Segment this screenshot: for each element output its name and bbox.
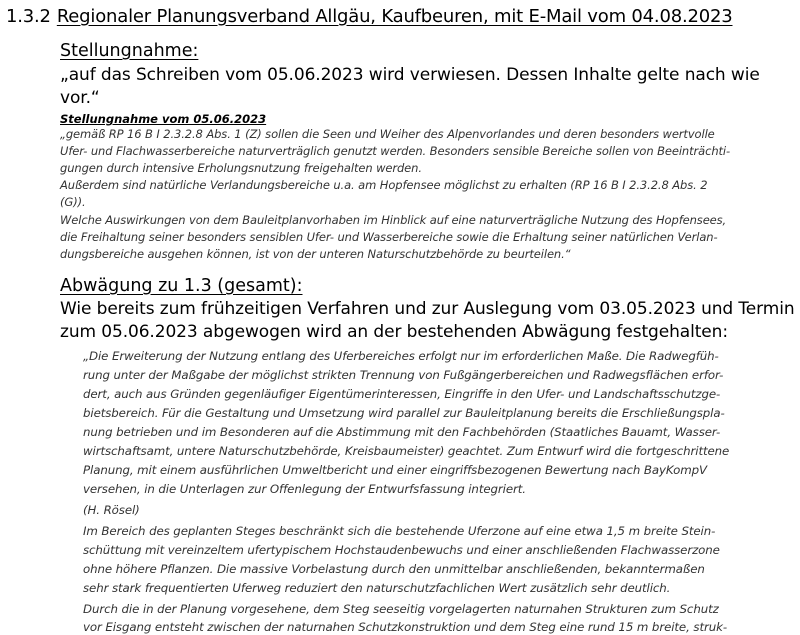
abwaegung-line: zum 05.06.2023 abgewogen wird an der bestehenden Abwägung festgehalten:	[60, 322, 728, 342]
section-number: 1.3.2	[6, 6, 51, 27]
quote-line: vor Eisgang entsteht zwischen der naturnahen Schutzkonstruktion und dem Steg eine rund 15 m breite, struk-	[83, 620, 727, 634]
quote-line: „Die Erweiterung der Nutzung entlang des Uferbereiches erfolgt nur im erforderlichen Maße. Die Radwegfüh-	[83, 349, 719, 363]
previous-statement-line: die Freihaltung seiner besonders sensiblen Ufer- und Wasserbereiche sowie die Erhaltung seiner natürlichen Verlan-	[60, 230, 718, 244]
section-heading	[6, 6, 733, 27]
quote-line: schüttung mit vereinzeltem ufertypischem Hochstaudenbewuchs und einer anschließenden Flachwasserzone	[83, 543, 720, 557]
quote-author: (H. Rösel)	[83, 503, 140, 517]
stellungnahme-line: vor.“	[60, 88, 100, 108]
previous-statement-line: gungen durch intensive Erholungsnutzung freigehalten werden.	[60, 161, 422, 175]
section-title: Regionaler Planungsverband Allgäu, Kaufbeuren, mit E-Mail vom 04.08.2023	[56, 6, 733, 27]
previous-statement-line: dungsbereiche ausgehen können, ist von der unteren Naturschutzbehörde zu beurteilen.“	[60, 247, 571, 261]
abwaegung-line: Wie bereits zum frühzeitigen Verfahren und zur Auslegung vom 03.05.2023 und Termin	[60, 299, 795, 319]
quote-line: rung unter der Maßgabe der möglichst strikten Trennung von Fußgängerbereichen und Radwegsflächen erfor-	[83, 368, 724, 382]
quote-line: bietsbereich. Für die Gestaltung und Umsetzung wird parallel zur Bauleitplanung bereits die Erschließungspla-	[83, 406, 725, 420]
previous-statement-line: „gemäß RP 16 B I 2.3.2.8 Abs. 1 (Z) sollen die Seen und Weiher des Alpenvorlandes und deren besonders wertvolle	[60, 127, 715, 141]
quote-line: sehr stark frequentierten Uferweg reduziert den naturschutzfachlichen Wert zusätzlich sehr deutlich.	[83, 581, 671, 595]
quote-line: versehen, in die Unterlagen zur Offenlegung der Entwurfsfassung integriert.	[83, 482, 526, 496]
stellungnahme-label: Stellungnahme:	[60, 41, 199, 61]
quote-line: nung betrieben und im Besonderen auf die Abstimmung mit den Fachbehörden (Staatliches Bauamt, Wasser-	[83, 425, 721, 439]
previous-statement-line: (G)).	[60, 195, 86, 209]
previous-statement-line: Außerdem sind natürliche Verlandungsbereiche u.a. am Hopfensee möglichst zu erhalten (RP 16 B I 2.3.2.8 Abs. 2	[60, 178, 708, 192]
abwaegung-label: Abwägung zu 1.3 (gesamt):	[60, 276, 303, 296]
quote-line: wirtschaftsamt, untere Naturschutzbehörde, Kreisbaumeister) geachtet. Zum Entwurf wird die fortgeschrittene	[83, 444, 730, 458]
quote-line: ohne höhere Pflanzen. Die massive Vorbelastung durch den unmittelbar anschließenden, bekanntermaßen	[83, 562, 705, 576]
previous-statement-label: Stellungnahme vom 05.06.2023	[60, 112, 267, 126]
quote-line: Planung, mit einem ausführlichen Umweltbericht und einer eingriffsbezogenen Bewertung nach BayKompV	[83, 463, 707, 477]
quote-line: Durch die in der Planung vorgesehene, dem Steg seeseitig vorgelagerten naturnahen Strukturen zum Schutz	[83, 602, 719, 616]
quote-line: Im Bereich des geplanten Steges beschränkt sich die bestehende Uferzone auf eine etwa 1,5 m breite Stein-	[83, 524, 716, 538]
previous-statement-line: Welche Auswirkungen von dem Bauleitplanvorhaben im Hinblick auf eine naturverträgliche Nutzung des Hopfensees,	[60, 213, 727, 227]
previous-statement-line: Ufer- und Flachwasserbereiche naturverträglich genutzt werden. Besonders sensible Bereiche sollen von Beeinträchti-	[60, 144, 731, 158]
quote-line: dert, auch aus Gründen gegenläufiger Eigentümerinteressen, Eingriffe in den Ufer- und Landschaftsschutzge-	[83, 387, 721, 401]
stellungnahme-line: „auf das Schreiben vom 05.06.2023 wird verwiesen. Dessen Inhalte gelte nach wie	[60, 65, 760, 85]
